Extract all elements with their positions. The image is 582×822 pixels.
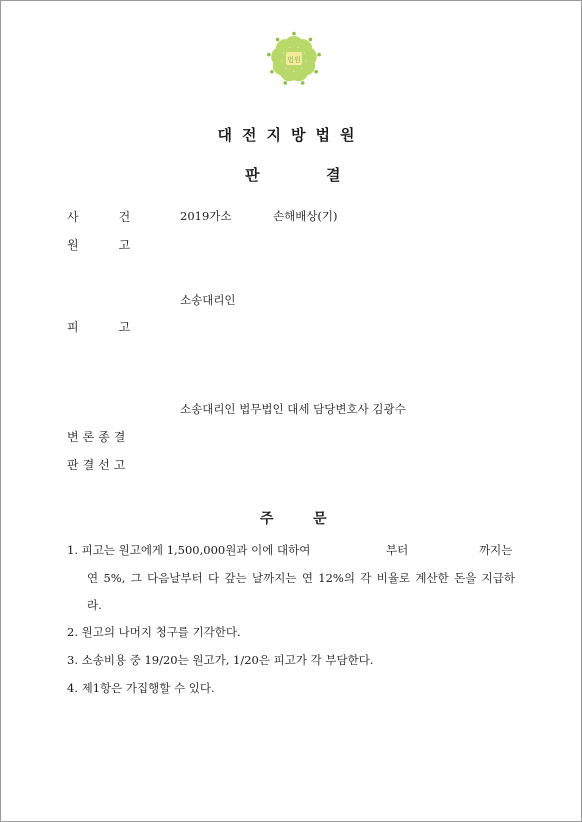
closing-label: 변론종결 <box>67 430 130 444</box>
case-label <box>67 208 130 225</box>
emblem-dot <box>292 32 296 36</box>
defendant-label-b: 고 <box>118 320 131 334</box>
order-item-2: 2. 원고의 나머지 청구를 기각한다. <box>67 625 241 639</box>
case-label-b: 건 <box>118 210 131 224</box>
emblem-dot <box>314 70 318 74</box>
judgment-date-label: 판결선고 <box>67 458 130 472</box>
plaintiff-agent: 소송대리인 <box>180 293 236 307</box>
emblem-dot <box>317 53 321 57</box>
order-item-1-line-1c: 까지는 <box>479 543 513 557</box>
case-label-a: 사 <box>67 210 79 224</box>
emblem-dot <box>283 81 287 85</box>
plaintiff-label-a: 원 <box>67 238 79 252</box>
emblem-dot <box>267 53 271 57</box>
order-item-1-line-3: 라. <box>87 598 102 612</box>
emblem-dot <box>270 70 274 74</box>
order-item-1-line-2: 연 5%, 그 다음날부터 다 갚는 날까지는 연 12%의 각 비율로 계산한 돈을 지급하 <box>87 571 515 585</box>
defendant-label-a: 피 <box>67 320 79 334</box>
defendant-agent: 소송대리인 법무법인 대세 담당변호사 김광수 <box>180 402 406 416</box>
order-title-right: 문 <box>313 511 327 527</box>
case-number: 2019가소 <box>180 209 232 223</box>
plaintiff-label-b: 고 <box>118 238 131 252</box>
order-item-1-line-1a: 1. 피고는 원고에게 1,500,000원과 이에 대하여 <box>67 543 311 557</box>
document-title-left: 판 <box>245 166 260 184</box>
plaintiff-label <box>67 236 130 253</box>
order-item-4: 4. 제1항은 가집행할 수 있다. <box>67 681 215 695</box>
emblem-dot <box>301 81 305 85</box>
document-title-right: 결 <box>326 166 341 184</box>
defendant-label <box>67 318 130 335</box>
emblem-text: 법원 <box>287 56 301 64</box>
court-emblem-icon <box>264 30 324 88</box>
emblem-dot <box>309 38 313 42</box>
court-name: 대전지방법원 <box>217 126 365 144</box>
order-item-3: 3. 소송비용 중 19/20는 원고가, 1/20은 피고가 각 부담한다. <box>67 653 374 667</box>
order-title-left: 주 <box>260 511 274 527</box>
emblem-dot <box>276 38 280 42</box>
case-name: 손해배상(기) <box>273 209 338 223</box>
order-item-1-line-1b: 부터 <box>386 543 409 557</box>
